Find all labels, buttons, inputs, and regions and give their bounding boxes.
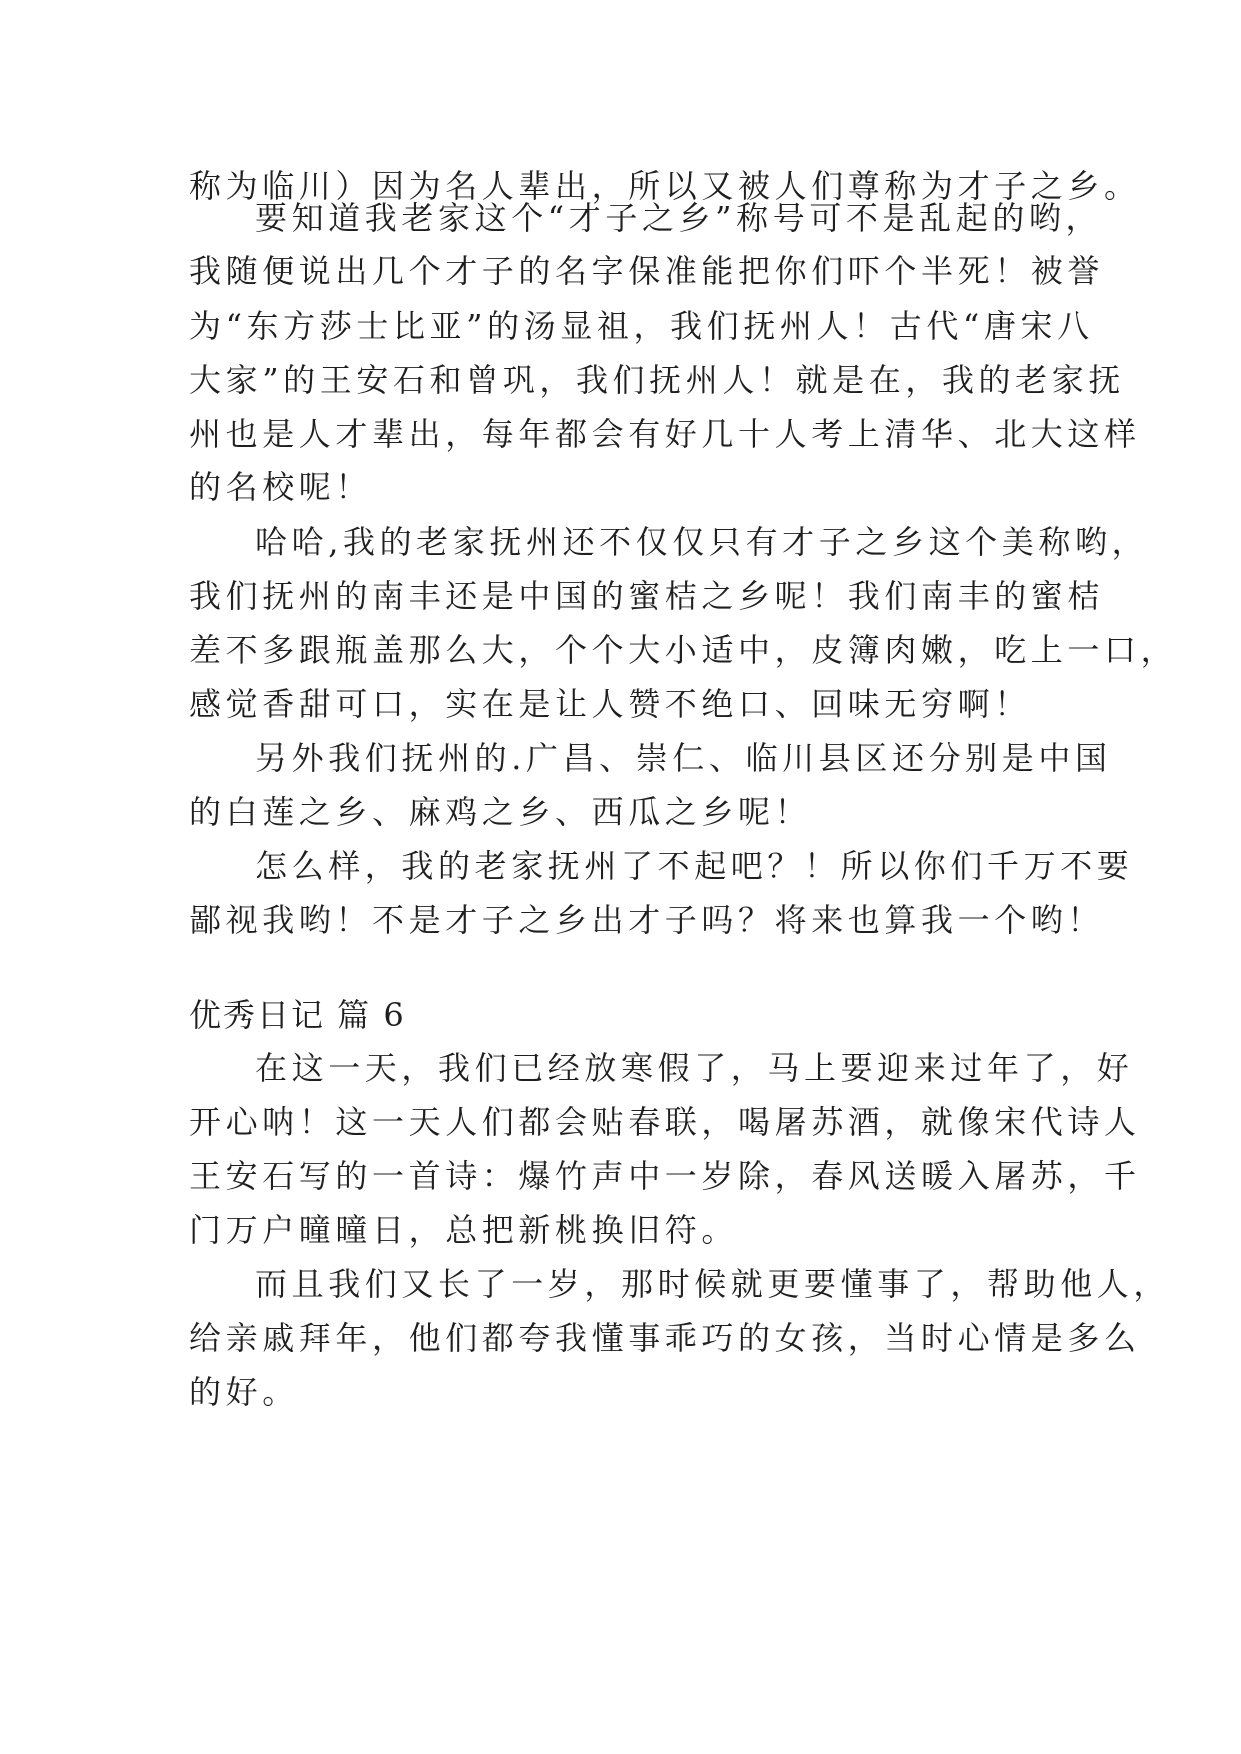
text-line: 我们抚州的南丰还是中国的蜜桔之乡呢！我们南丰的蜜桔 <box>189 577 1105 615</box>
text-line: 称为临川）因为名人辈出，所以又被人们尊称为才子之乡。 <box>189 167 1141 205</box>
text-line: 鄙视我哟！不是才子之乡出才子吗？将来也算我一个哟！ <box>189 901 1105 939</box>
text-line: 哈哈,我的老家抚州还不仅仅只有才子之乡这个美称哟， <box>255 523 1149 561</box>
text-line: 感觉香甜可口，实在是让人赞不绝口、回味无穷啊！ <box>189 685 1031 723</box>
text-line: 的好。 <box>189 1373 299 1411</box>
text-line: 在这一天，我们已经放寒假了，马上要迎来过年了，好 <box>255 1049 1134 1087</box>
text-line: 门万户曈曈日，总把新桃换旧符。 <box>189 1211 739 1249</box>
text-line: 要知道我老家这个“才子之乡”称号可不是乱起的哟， <box>255 199 1103 237</box>
text-line: 我随便说出几个才子的名字保准能把你们吓个半死！被誉 <box>189 252 1105 290</box>
text-line: 的白莲之乡、麻鸡之乡、西瓜之乡呢！ <box>189 793 812 831</box>
text-line: 的名校呢！ <box>189 468 373 506</box>
text-line: 大家”的王安石和曾巩，我们抚州人！就是在，我的老家抚 <box>189 361 1125 399</box>
text-line: 州也是人才辈出，每年都会有好几十人考上清华、北大这样 <box>189 415 1141 453</box>
text-line: 差不多跟瓶盖那么大，个个大小适中，皮簿肉嫩，吃上一口， <box>189 631 1178 669</box>
text-line: 王安石写的一首诗：爆竹声中一岁除，春风送暖入屠苏，千 <box>189 1157 1141 1195</box>
text-line: 而且我们又长了一岁，那时候就更要懂事了，帮助他人， <box>255 1265 1171 1303</box>
text-line: 为“东方莎士比亚”的汤显祖，我们抚州人！古代“唐宋八 <box>189 307 1094 345</box>
text-line: 另外我们抚州的.广昌、崇仁、临川县区还分别是中国 <box>255 739 1112 777</box>
section-heading: 优秀日记 篇 6 <box>189 996 406 1034</box>
text-line: 给亲戚拜年，他们都夸我懂事乖巧的女孩，当时心情是多么 <box>189 1319 1141 1357</box>
text-line: 开心呐！这一天人们都会贴春联，喝屠苏酒，就像宋代诗人 <box>189 1103 1141 1141</box>
text-line: 怎么样，我的老家抚州了不起吧？！所以你们千万不要 <box>255 847 1134 885</box>
